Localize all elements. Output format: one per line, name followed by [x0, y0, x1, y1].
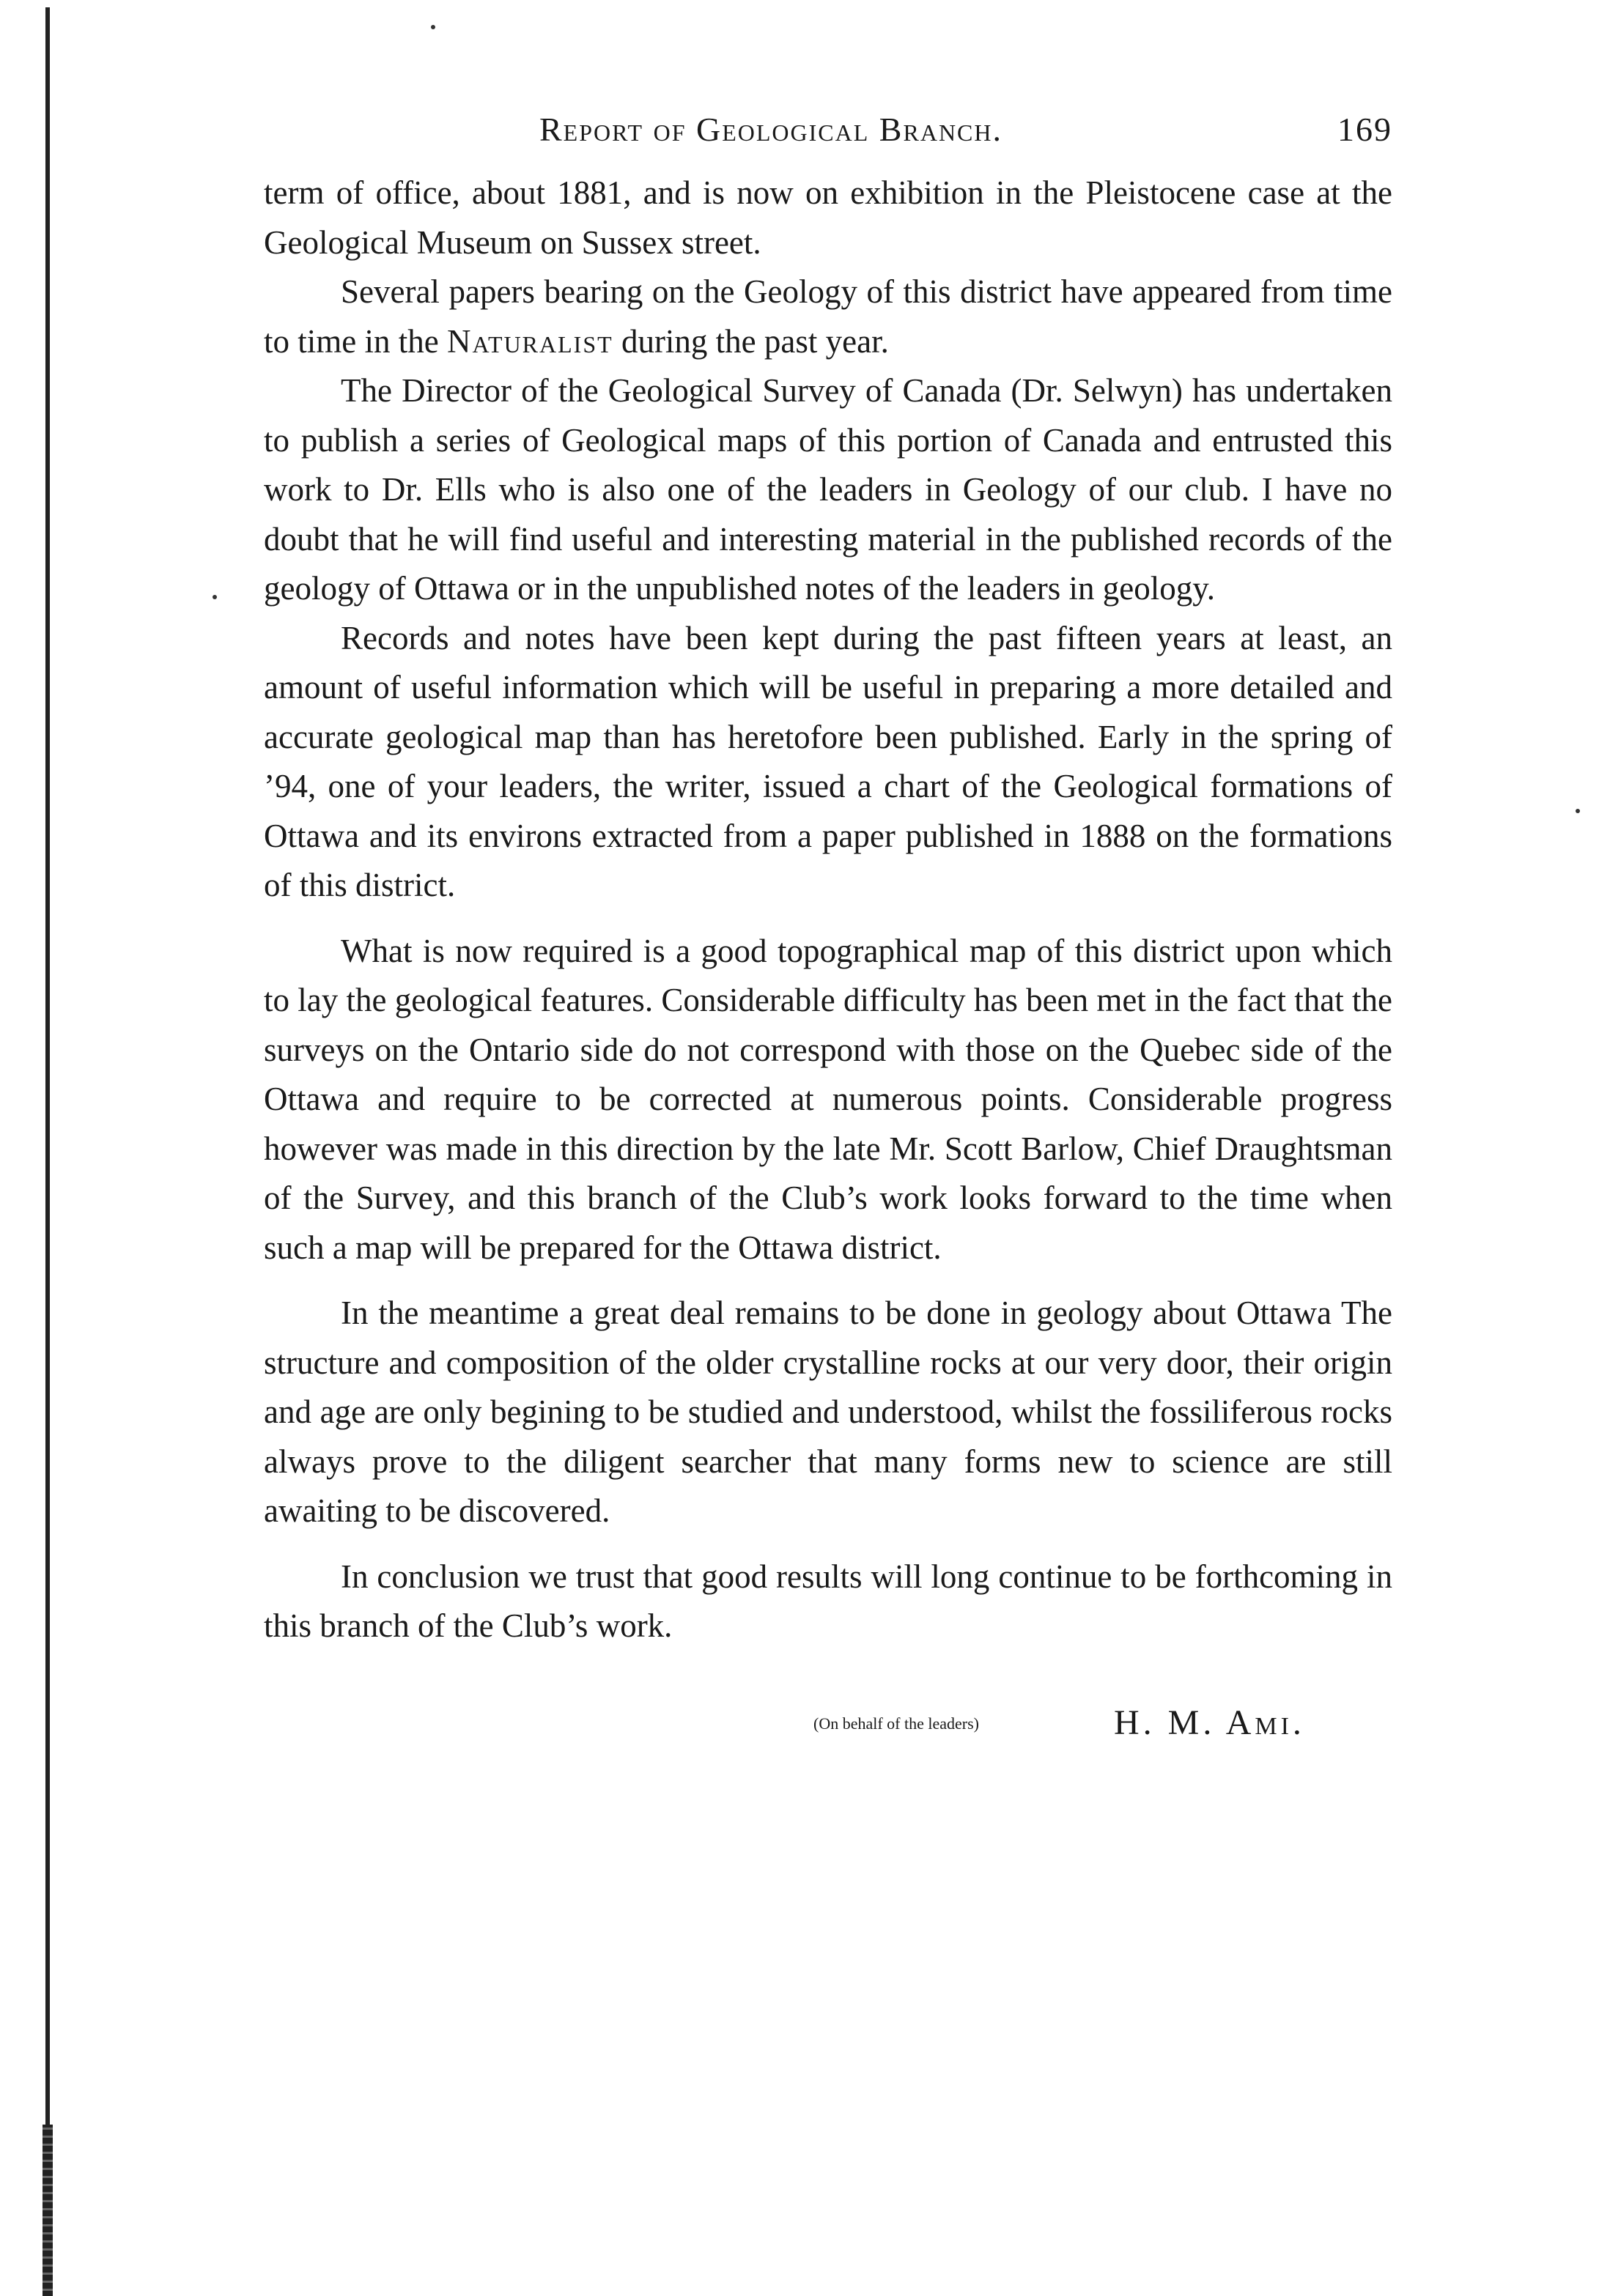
naturalist-word: Naturalist [446, 322, 613, 360]
scan-speck [213, 595, 217, 599]
paragraph-1: term of office, about 1881, and is now on exhibition in the Pleistocene case at the Geological Museum on Sussex street. [264, 174, 1392, 261]
signature-name: H. M. Ami. [1114, 1703, 1305, 1742]
paragraph-5: What is now required is a good topographical map of this district upon which to lay the geological features. Considerable difficulty has been met in the fact that the surveys on the Ontario side do not correspond with those on the Quebec side of the Ottawa and require to be corrected at numerous points. Considerable progress however was made in this direction by the late Mr. Scott Barlow, Chief Draughtsman of the Survey, and this branch of the Club’s work looks forward to the time when such a map will be prepared for the Ottawa district. [264, 932, 1392, 1266]
scan-speck [431, 25, 435, 29]
paragraph-6: In the meantime a great deal remains to be done in geology about Ottawa The structure and composition of the older crystalline rocks at our very door, their origin and age are only begining to be studied and understood, whilst the fossiliferous rocks always prove to the diligent searcher that many forms new to science are still awaiting to be discovered. [264, 1295, 1392, 1529]
paragraph-2-tail: during the past year. [621, 322, 889, 360]
page-binding-edge [45, 7, 50, 2296]
signature-note: (On behalf of the leaders) [813, 1714, 980, 1733]
paragraph-4: Records and notes have been kept during the past fifteen years at least, an amount of useful information which will be useful in preparing a more detailed and accurate geological map than has heretofore been published. Early in the spring of ’94, one of your leaders, the writer, issued a chart of the Geological formations of Ottawa and its environs extracted from a paper published in 1888 on the formations of this district. [264, 619, 1392, 903]
running-header [264, 110, 1392, 169]
paragraph-2-text: Several papers bearing on the Geology of this district have appeared from time to time in the [264, 273, 1392, 360]
paragraph-3: The Director of the Geological Survey of Canada (Dr. Selwyn) has undertaken to publish a series of Geological maps of this portion of Canada and entrusted this work to Dr. Ells who is also one of the leaders in Geology of our club. I have no doubt that he will find useful and interesting material in the published records of the geology of Ottawa or in the unpublished notes of the leaders in geology. [264, 372, 1392, 607]
page-number: 169 [1337, 111, 1392, 148]
paragraph-7: In conclusion we trust that good results will long continue to be forthcoming in this branch of the Club’s work. [264, 1558, 1392, 1644]
document-page [264, 110, 1392, 1747]
signature-block [264, 1703, 1392, 1747]
scan-speck [1576, 809, 1580, 813]
page-binding-texture [43, 2125, 53, 2296]
paragraph-2 [264, 267, 1392, 366]
running-title: Report of Geological Branch. [539, 111, 1003, 148]
